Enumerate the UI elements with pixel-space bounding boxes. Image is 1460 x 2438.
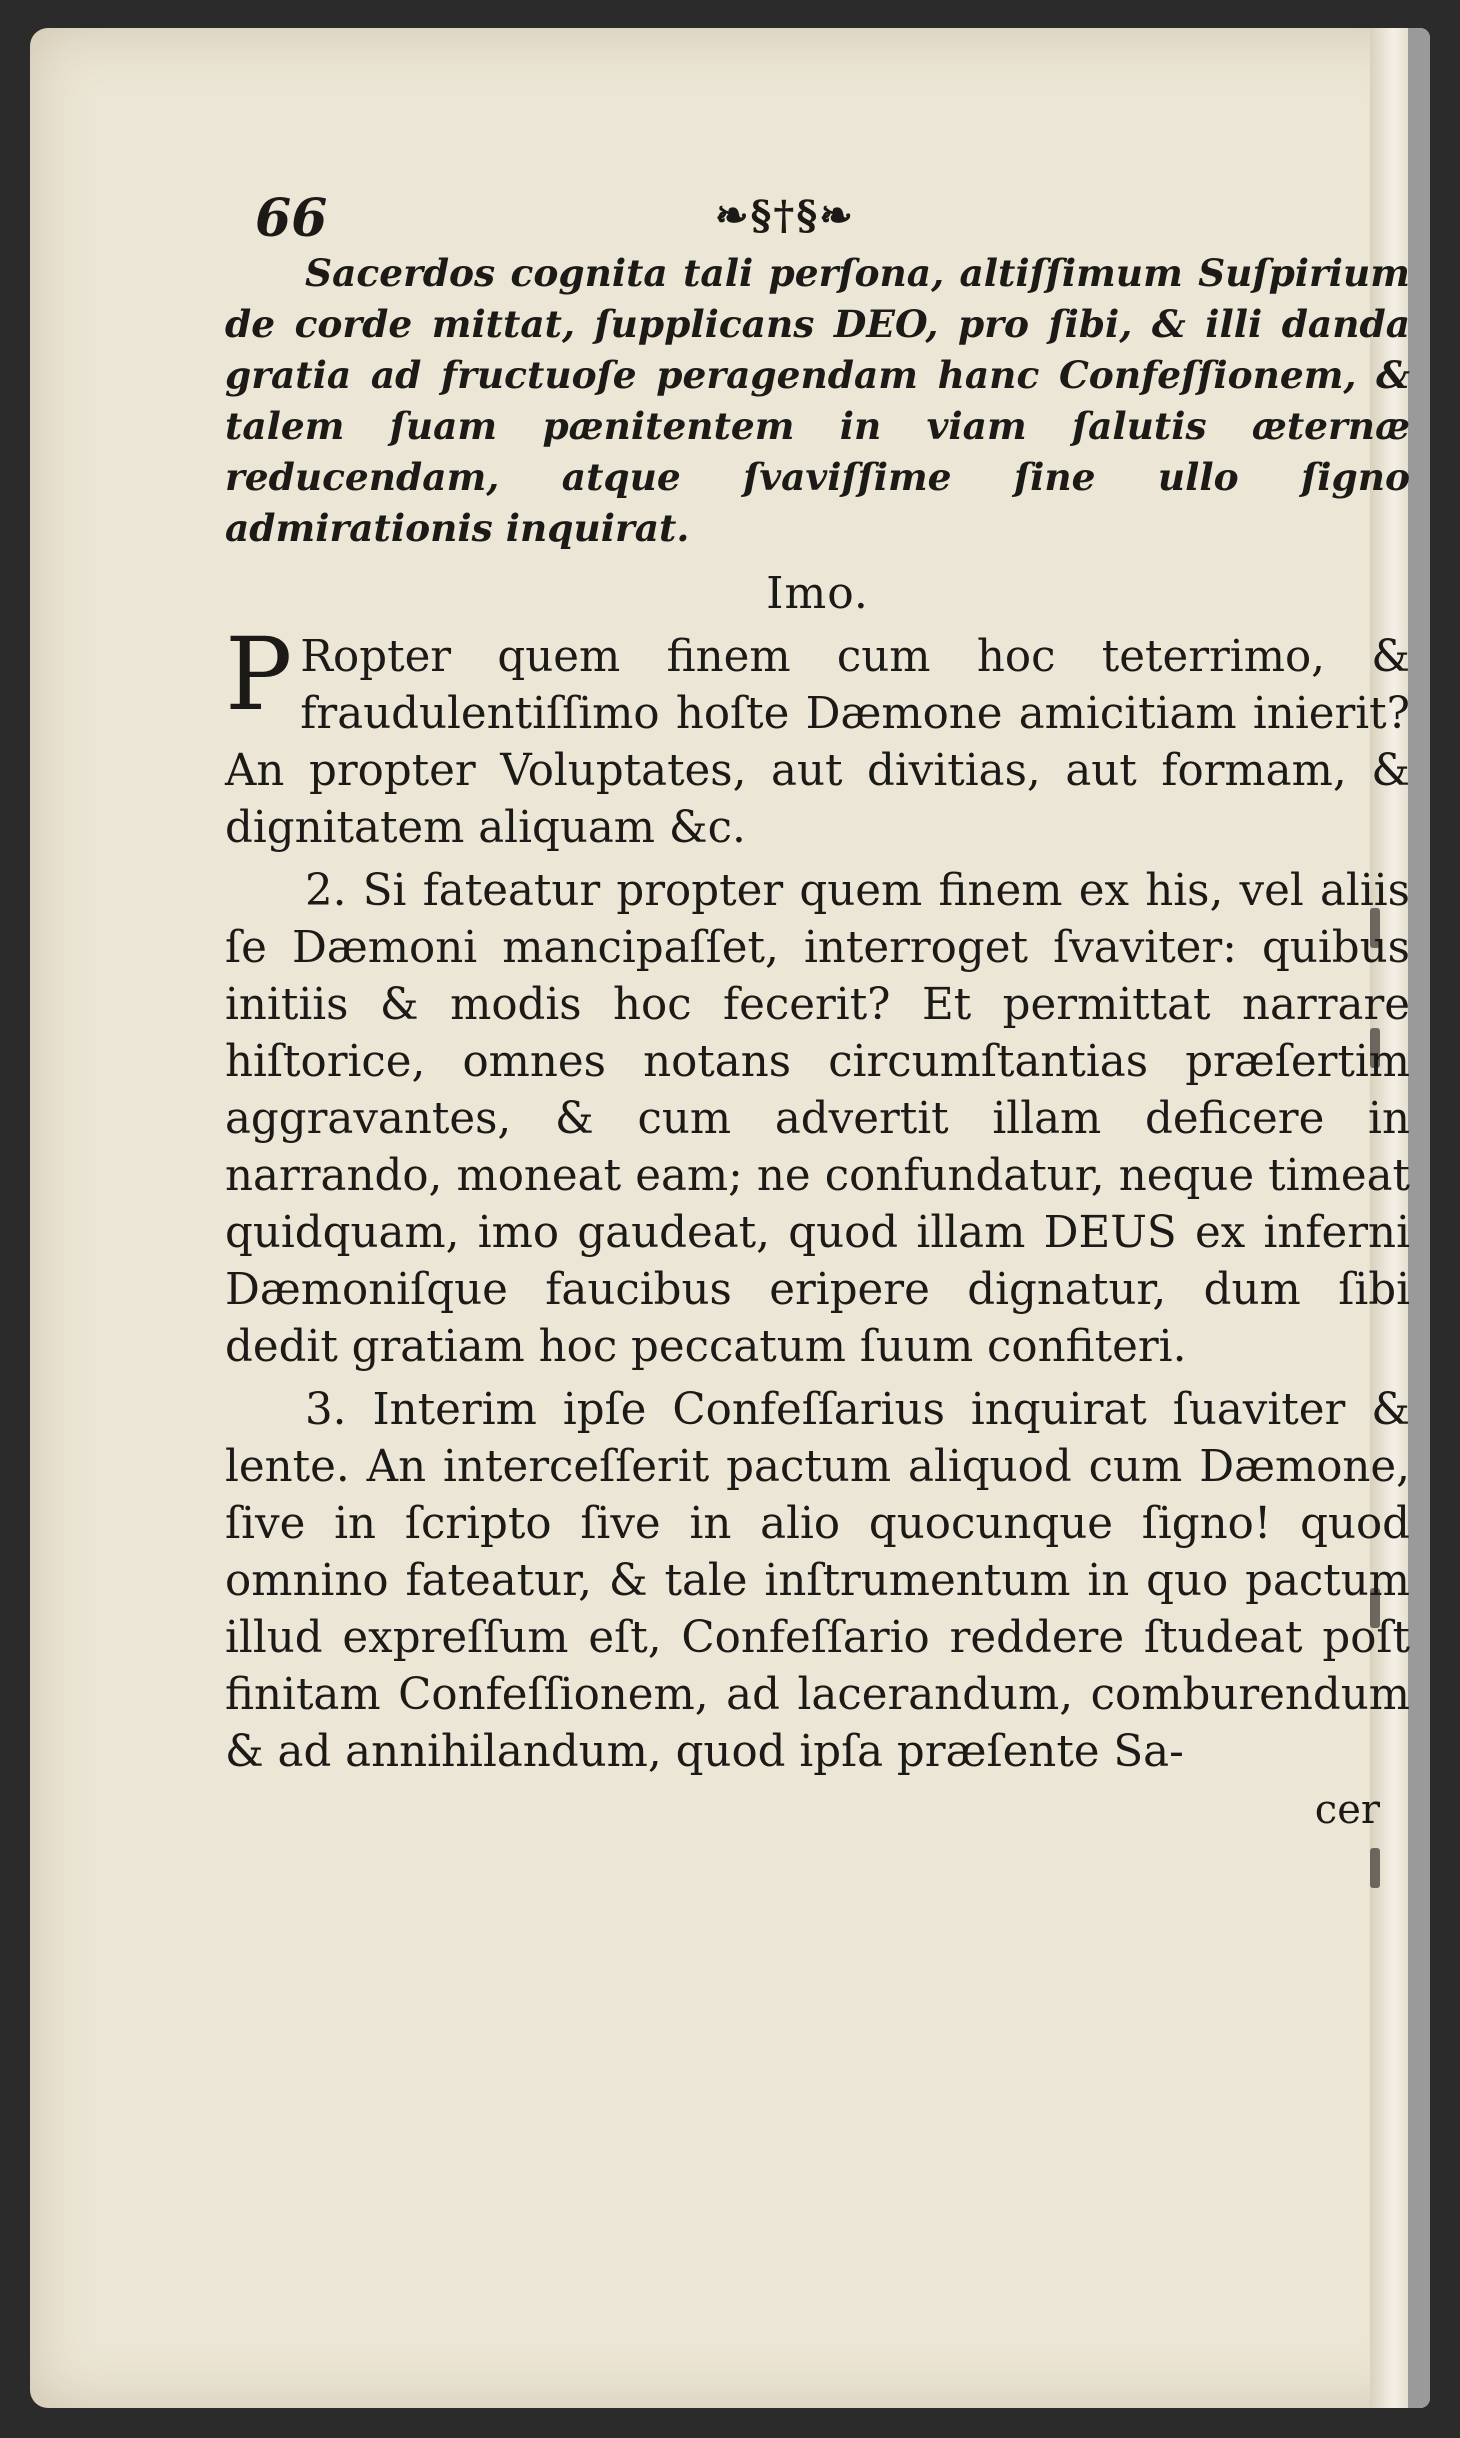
- header-ornament: ❧§†§❧: [715, 192, 855, 239]
- paragraph-2: 2. Si fateatur propter quem finem ex his, vel aliis ſe Dæmoni mancipaſſet, interroget ſvaviter: quibus initiis & modis hoc fecerit? Et permittat narrare hiſtorice, omnes notans circumſtantias præſertim aggravantes, & cum advertit illam deficere in narrando, moneat eam; ne confundatur, neque timeat quidquam, imo gaudeat, quod illam DEUS ex inferni Dæmoniſque faucibus eripere dignatur, dum ſibi dedit gratiam hoc peccatum ſuum confiteri.: [225, 866, 1410, 1372]
- paragraph-3: 3. Interim ipſe Confeſſarius inquirat ſuaviter & lente. An interceſſerit pactum aliquod cum Dæmone, ſive in ſcripto ſive in alio quocunque ſigno! quod omnino fateatur, & tale inſtrumentum in quo pactum illud expreſſum eſt, Confeſſario reddere ſtudeat poſt finitam Confeſſionem, ad lacerandum, comburendum & ad annihilandum, quod ipſa præſente Sa-: [225, 1385, 1410, 1777]
- page-content: [225, 178, 1410, 1833]
- drop-cap: P: [225, 616, 293, 733]
- page-header: [225, 178, 1410, 248]
- page-number: 66: [255, 188, 328, 249]
- paragraph-text: Ropter quem finem cum hoc teterrimo, & fraudulentiſſimo hoſte Dæmone amicitiam inierit? An propter Voluptates, aut divitias, aut formam, & dignitatem aliquam &c.: [225, 632, 1410, 853]
- section-heading: Imo.: [766, 568, 869, 619]
- paragraph-1: [225, 616, 1410, 857]
- page-edge: [1408, 28, 1430, 2408]
- ink-mark: [1370, 1848, 1380, 1888]
- intro-paragraph: Sacerdos cognita tali perſona, altiſſimum Suſpirium de corde mittat, ſupplicans DEO, pro ſibi, & illi danda gratia ad fructuoſe peragendam hanc Confeſſionem, & talem ſuam pænitentem in viam ſalutis æternæ reducendam, atque ſvaviſſime ſine ullo ſigno admirationis inquirat.: [225, 251, 1410, 550]
- catchword: cer: [1314, 1787, 1380, 1833]
- book-page: [30, 28, 1430, 2408]
